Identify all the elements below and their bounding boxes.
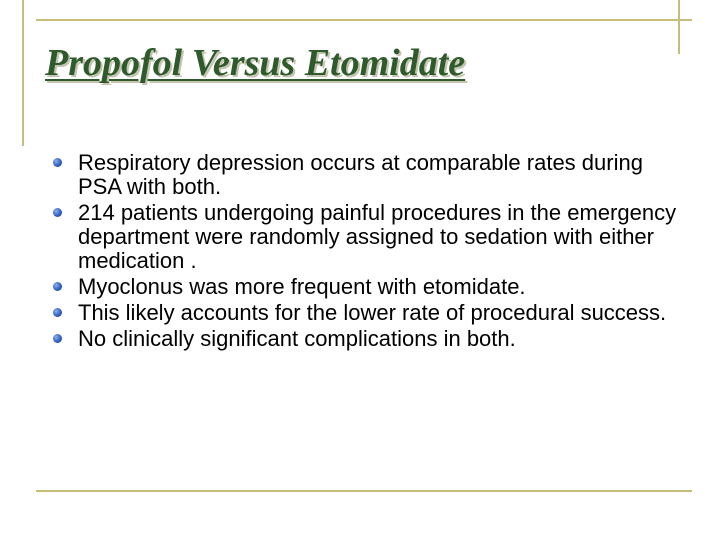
frame-rule-bottom <box>36 490 692 492</box>
frame-rule-right <box>678 0 680 54</box>
frame-rule-top <box>36 19 692 21</box>
frame-rule-left <box>22 0 24 146</box>
slide-title: Propofol Versus Etomidate <box>45 42 466 84</box>
bullet-dot-icon <box>53 308 62 317</box>
bullet-item <box>50 327 690 351</box>
bullet-item <box>50 201 690 273</box>
bullet-text: Myoclonus was more frequent with etomidate. <box>78 274 526 299</box>
bullet-dot-icon <box>53 208 62 217</box>
bullet-text: No clinically significant complications in both. <box>78 326 516 351</box>
bullet-dot-icon <box>53 158 62 167</box>
bullet-item <box>50 151 690 199</box>
bullet-dot-icon <box>53 334 62 343</box>
bullet-item <box>50 275 690 299</box>
bullet-item <box>50 301 690 325</box>
bullet-text: This likely accounts for the lower rate of procedural success. <box>78 300 667 325</box>
bullet-list <box>50 151 690 353</box>
bullet-text: Respiratory depression occurs at comparable rates during PSA with both. <box>78 150 643 199</box>
bullet-text: 214 patients undergoing painful procedures in the emergency department were randomly assigned to sedation with either medication . <box>78 200 677 273</box>
bullet-dot-icon <box>53 282 62 291</box>
